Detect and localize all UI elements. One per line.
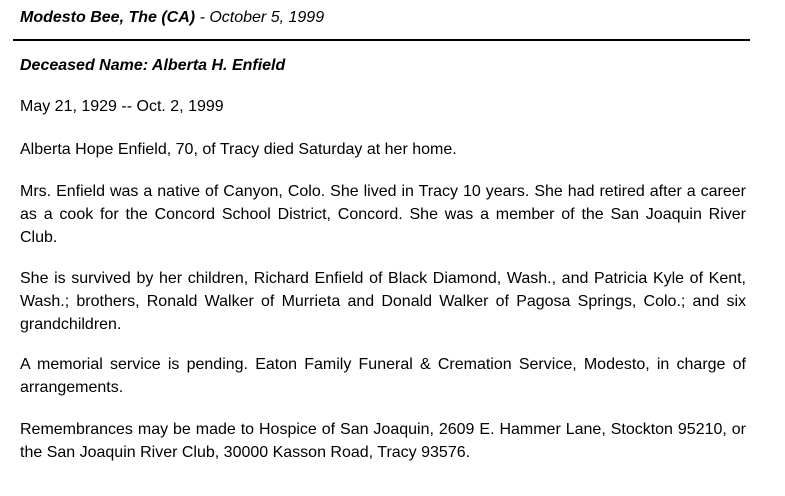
header-separator: - (195, 9, 210, 26)
obituary-paragraph: Alberta Hope Enfield, 70, of Tracy died Saturday at her home. (20, 141, 457, 158)
obituary-paragraph: A memorial service is pending. Eaton Family Funeral & Cremation Service, Modesto, in charge of arrangements. (20, 356, 746, 396)
obituary-paragraph: Mrs. Enfield was a native of Canyon, Colo. She lived in Tracy 10 years. She had retired after a career as a cook for the Concord School District, Concord. She was a member of the San Joaquin River Club. (20, 183, 746, 246)
obituary-paragraph: Remembrances may be made to Hospice of San Joaquin, 2609 E. Hammer Lane, Stockton 95210, or the San Joaquin River Club, 30000 Kasson Road, Tracy 93576. (20, 421, 746, 461)
obituary-paragraph: She is survived by her children, Richard Enfield of Black Diamond, Wash., and Patricia Kyle of Kent, Wash.; brothers, Ronald Walker of Murrieta and Donald Walker of Pagosa Springs, Colo.; and six grandchildren. (20, 270, 746, 333)
publication-header (20, 8, 324, 28)
publication-name: Modesto Bee, The (CA) (20, 9, 196, 26)
publication-date: October 5, 1999 (209, 9, 325, 26)
header-divider (13, 39, 750, 41)
deceased-name-heading: Deceased Name: Alberta H. Enfield (20, 57, 286, 74)
life-dates: May 21, 1929 -- Oct. 2, 1999 (20, 98, 224, 115)
